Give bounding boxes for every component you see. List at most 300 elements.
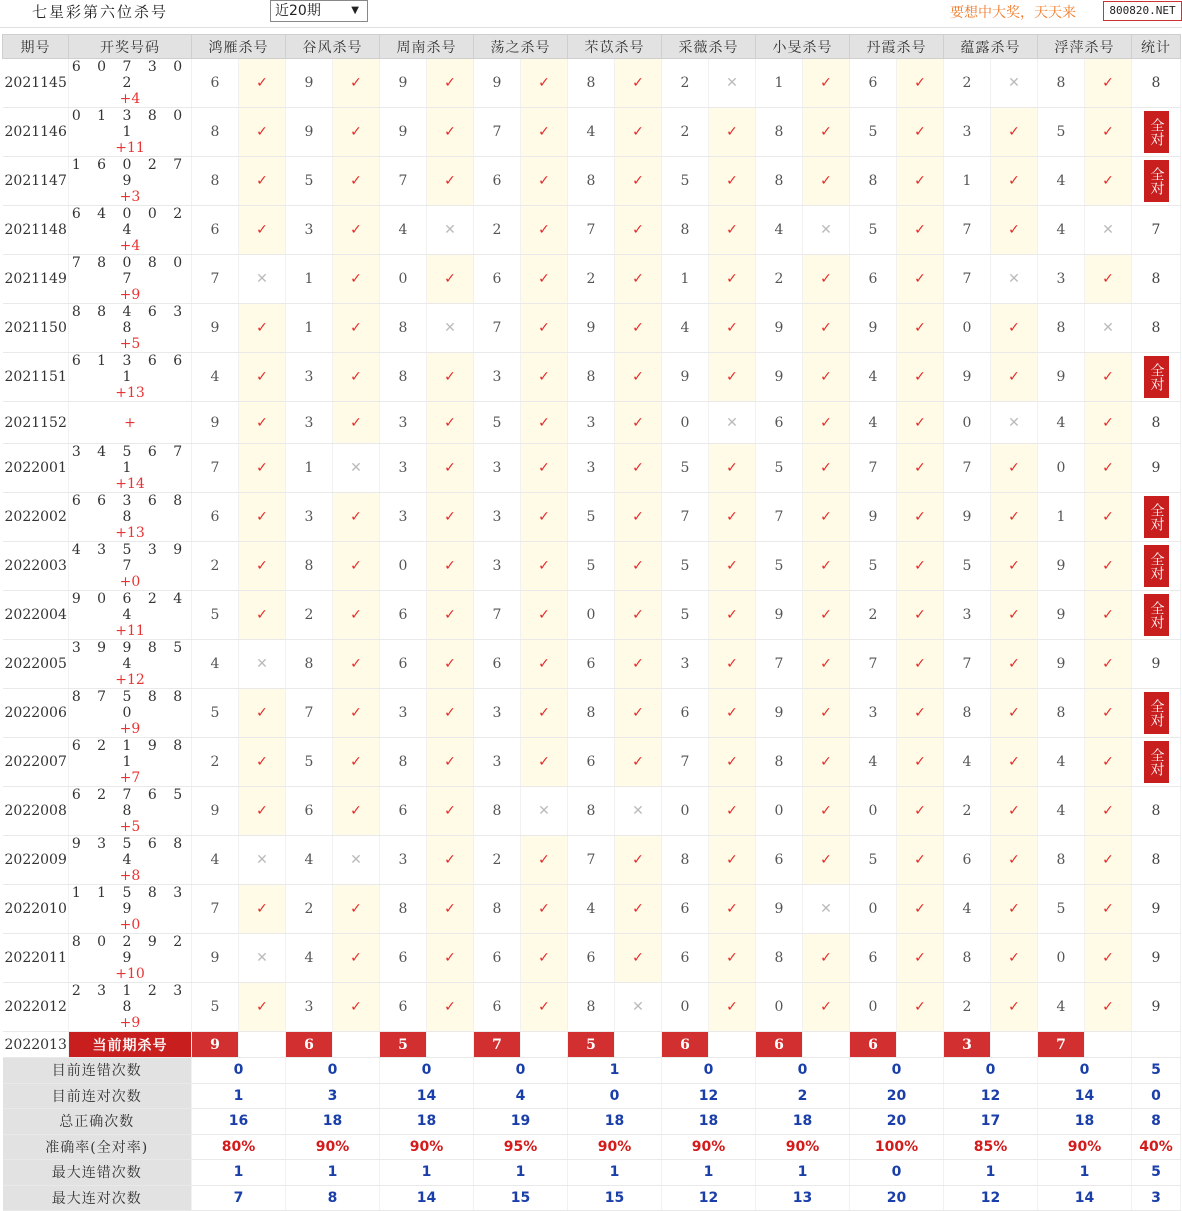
check-icon: ✓ — [239, 885, 286, 934]
check-icon: ✓ — [991, 689, 1038, 738]
draw-cell — [69, 157, 192, 206]
check-icon: ✓ — [615, 108, 662, 157]
draw-digits: 3 9 9 8 5 4 — [71, 640, 189, 672]
summary-value: 90% — [286, 1134, 380, 1160]
kill-number: 6 — [850, 934, 897, 983]
draw-digits: 1 1 5 8 3 9 — [71, 885, 189, 917]
check-icon: ✓ — [333, 689, 380, 738]
check-icon: ✓ — [521, 885, 568, 934]
current-kill-number: 7 — [474, 1032, 521, 1058]
kill-number: 6 — [474, 640, 521, 689]
kill-number: 8 — [380, 304, 427, 353]
col-header-expert[interactable]: 谷风杀号 — [286, 35, 380, 59]
check-icon: ✓ — [803, 787, 850, 836]
check-icon: ✓ — [239, 689, 286, 738]
table-row — [3, 157, 1181, 206]
check-icon: ✓ — [1085, 444, 1132, 493]
check-icon: ✓ — [709, 591, 756, 640]
kill-number: 9 — [1038, 353, 1085, 402]
check-icon: ✓ — [333, 787, 380, 836]
kill-number: 7 — [944, 640, 991, 689]
check-icon: ✓ — [333, 157, 380, 206]
draw-digits: 4 3 5 3 9 7 — [71, 542, 189, 574]
cross-icon: ✕ — [1085, 206, 1132, 255]
col-header-expert[interactable]: 周南杀号 — [380, 35, 474, 59]
kill-number: 8 — [568, 689, 615, 738]
summary-value: 1 — [192, 1083, 286, 1109]
kill-number: 0 — [944, 304, 991, 353]
check-icon: ✓ — [521, 59, 568, 108]
check-icon: ✓ — [427, 836, 474, 885]
kill-number: 7 — [944, 444, 991, 493]
col-header-expert[interactable]: 蕴露杀号 — [944, 35, 1038, 59]
kill-number: 5 — [850, 108, 897, 157]
check-icon: ✓ — [803, 353, 850, 402]
cross-icon: ✕ — [239, 255, 286, 304]
table-row — [3, 591, 1181, 640]
stat-cell: 8 — [1132, 304, 1181, 353]
check-icon: ✓ — [709, 983, 756, 1032]
kill-number: 6 — [474, 934, 521, 983]
check-icon: ✓ — [521, 591, 568, 640]
kill-number: 5 — [662, 157, 709, 206]
blank-cell — [709, 1032, 756, 1058]
check-icon: ✓ — [1085, 255, 1132, 304]
chevron-down-icon: ▼ — [351, 5, 359, 16]
draw-cell — [69, 542, 192, 591]
draw-sum: +5 — [119, 819, 141, 835]
summary-value: 14 — [1038, 1083, 1132, 1109]
kill-number: 3 — [474, 444, 521, 493]
summary-value: 17 — [944, 1109, 1038, 1135]
check-icon: ✓ — [1085, 885, 1132, 934]
check-icon: ✓ — [427, 640, 474, 689]
check-icon: ✓ — [521, 836, 568, 885]
draw-cell — [69, 493, 192, 542]
summary-value: 14 — [380, 1185, 474, 1211]
summary-label: 最大连对次数 — [3, 1185, 192, 1211]
kill-number: 0 — [1038, 934, 1085, 983]
period-cell: 2022011 — [3, 934, 69, 983]
current-kill-number: 7 — [1038, 1032, 1085, 1058]
col-header-expert[interactable]: 芣苡杀号 — [568, 35, 662, 59]
check-icon: ✓ — [803, 591, 850, 640]
blank-cell — [1132, 1032, 1181, 1058]
check-icon: ✓ — [615, 640, 662, 689]
kill-number: 1 — [286, 444, 333, 493]
summary-rows — [3, 1058, 1181, 1211]
summary-value: 3 — [286, 1083, 380, 1109]
check-icon: ✓ — [897, 206, 944, 255]
period-cell: 2022008 — [3, 787, 69, 836]
kill-number: 3 — [474, 493, 521, 542]
blank-cell — [1085, 1032, 1132, 1058]
check-icon: ✓ — [239, 108, 286, 157]
draw-cell — [69, 304, 192, 353]
check-icon: ✓ — [615, 59, 662, 108]
kill-number: 7 — [756, 493, 803, 542]
draw-cell — [69, 353, 192, 402]
col-header-expert[interactable]: 小旻杀号 — [756, 35, 850, 59]
check-icon: ✓ — [521, 255, 568, 304]
check-icon: ✓ — [1085, 402, 1132, 444]
all-right-badge: 全对 — [1144, 356, 1169, 398]
kill-number: 4 — [1038, 402, 1085, 444]
check-icon: ✓ — [333, 542, 380, 591]
kill-number: 6 — [380, 640, 427, 689]
check-icon: ✓ — [427, 402, 474, 444]
blank-cell — [427, 1032, 474, 1058]
summary-value: 0 — [1132, 1083, 1181, 1109]
summary-value: 1 — [568, 1058, 662, 1084]
kill-number: 9 — [1038, 591, 1085, 640]
cross-icon: ✕ — [1085, 304, 1132, 353]
draw-digits: 3 4 5 6 7 1 — [71, 444, 189, 476]
summary-value: 1 — [192, 1160, 286, 1186]
check-icon: ✓ — [803, 738, 850, 787]
cross-icon: ✕ — [991, 402, 1038, 444]
kill-number: 5 — [850, 542, 897, 591]
period-cell: 2022012 — [3, 983, 69, 1032]
summary-value: 18 — [662, 1109, 756, 1135]
cross-icon: ✕ — [239, 640, 286, 689]
kill-number: 5 — [850, 836, 897, 885]
kill-number: 1 — [286, 304, 333, 353]
kill-number: 6 — [380, 983, 427, 1032]
kill-number: 8 — [756, 738, 803, 787]
draw-sum: +0 — [119, 574, 141, 590]
kill-number: 6 — [474, 157, 521, 206]
period-cell: 2022004 — [3, 591, 69, 640]
check-icon: ✓ — [1085, 493, 1132, 542]
draw-cell — [69, 255, 192, 304]
all-right-badge: 全对 — [1144, 594, 1169, 636]
stat-cell — [1132, 542, 1181, 591]
check-icon: ✓ — [239, 444, 286, 493]
check-icon: ✓ — [991, 640, 1038, 689]
check-icon: ✓ — [521, 108, 568, 157]
check-icon: ✓ — [333, 738, 380, 787]
check-icon: ✓ — [333, 402, 380, 444]
check-icon: ✓ — [897, 836, 944, 885]
kill-number: 9 — [380, 108, 427, 157]
kill-number: 8 — [192, 157, 239, 206]
draw-cell — [69, 591, 192, 640]
draw-cell — [69, 787, 192, 836]
period-cell: 2021148 — [3, 206, 69, 255]
check-icon: ✓ — [1085, 157, 1132, 206]
kill-number: 3 — [286, 493, 333, 542]
period-select[interactable] — [270, 0, 368, 22]
draw-cell — [69, 983, 192, 1032]
check-icon: ✓ — [1085, 59, 1132, 108]
draw-cell — [69, 934, 192, 983]
kill-number: 5 — [1038, 885, 1085, 934]
kill-number: 4 — [850, 738, 897, 787]
check-icon: ✓ — [709, 738, 756, 787]
blank-cell — [239, 1032, 286, 1058]
kill-number: 6 — [850, 255, 897, 304]
kill-number: 3 — [380, 493, 427, 542]
kill-number: 2 — [944, 983, 991, 1032]
summary-value: 7 — [192, 1185, 286, 1211]
kill-number: 0 — [380, 542, 427, 591]
period-cell: 2022005 — [3, 640, 69, 689]
check-icon: ✓ — [991, 157, 1038, 206]
check-icon: ✓ — [521, 206, 568, 255]
kill-number: 4 — [286, 934, 333, 983]
kill-number: 5 — [474, 402, 521, 444]
check-icon: ✓ — [897, 444, 944, 493]
kill-number: 9 — [756, 304, 803, 353]
kill-number: 7 — [662, 493, 709, 542]
kill-number: 8 — [568, 157, 615, 206]
check-icon: ✓ — [521, 353, 568, 402]
col-header-expert[interactable]: 采薇杀号 — [662, 35, 756, 59]
summary-value: 16 — [192, 1109, 286, 1135]
kill-number: 7 — [286, 689, 333, 738]
kill-number: 6 — [380, 591, 427, 640]
table-row — [3, 640, 1181, 689]
kill-number: 5 — [662, 444, 709, 493]
kill-number: 8 — [850, 157, 897, 206]
kill-number: 8 — [1038, 689, 1085, 738]
kill-number: 6 — [662, 934, 709, 983]
draw-digits: 9 3 5 6 8 4 — [71, 836, 189, 868]
kill-number: 4 — [192, 640, 239, 689]
check-icon: ✓ — [897, 255, 944, 304]
kill-number: 9 — [756, 689, 803, 738]
col-header-expert[interactable]: 鸿雁杀号 — [192, 35, 286, 59]
cross-icon: ✕ — [521, 787, 568, 836]
kill-number: 8 — [286, 542, 333, 591]
period-select-value: 近20期 — [275, 3, 321, 19]
kill-number: 2 — [756, 255, 803, 304]
summary-value: 1 — [286, 1160, 380, 1186]
table-row — [3, 493, 1181, 542]
check-icon: ✓ — [427, 255, 474, 304]
kill-number: 3 — [944, 108, 991, 157]
kill-number: 4 — [1038, 157, 1085, 206]
summary-value: 0 — [944, 1058, 1038, 1084]
table-row — [3, 255, 1181, 304]
kill-number: 5 — [944, 542, 991, 591]
draw-sum: +13 — [115, 385, 145, 401]
summary-value: 15 — [474, 1185, 568, 1211]
kill-number: 7 — [568, 836, 615, 885]
summary-value: 0 — [474, 1058, 568, 1084]
kill-number: 2 — [192, 542, 239, 591]
kill-number: 4 — [1038, 738, 1085, 787]
table-row — [3, 59, 1181, 108]
check-icon: ✓ — [897, 304, 944, 353]
kill-number: 3 — [286, 983, 333, 1032]
current-kill-number: 9 — [192, 1032, 239, 1058]
col-header-expert[interactable]: 荡之杀号 — [474, 35, 568, 59]
kill-number: 6 — [568, 934, 615, 983]
kill-number: 0 — [1038, 444, 1085, 493]
kill-number: 2 — [662, 59, 709, 108]
col-header-expert[interactable]: 浮萍杀号 — [1038, 35, 1132, 59]
check-icon: ✓ — [615, 934, 662, 983]
summary-value: 90% — [1038, 1134, 1132, 1160]
kill-number: 6 — [474, 255, 521, 304]
kill-number: 7 — [850, 444, 897, 493]
kill-number: 4 — [1038, 206, 1085, 255]
kill-number: 7 — [192, 885, 239, 934]
check-icon: ✓ — [991, 493, 1038, 542]
kill-number: 0 — [662, 787, 709, 836]
kill-number: 5 — [662, 591, 709, 640]
period-cell: 2022007 — [3, 738, 69, 787]
col-header-expert[interactable]: 丹霞杀号 — [850, 35, 944, 59]
check-icon: ✓ — [709, 885, 756, 934]
check-icon: ✓ — [239, 591, 286, 640]
kill-number: 0 — [850, 885, 897, 934]
kill-number: 2 — [286, 591, 333, 640]
summary-value: 1 — [1038, 1160, 1132, 1186]
blank-cell — [803, 1032, 850, 1058]
cross-icon: ✕ — [615, 983, 662, 1032]
check-icon: ✓ — [521, 983, 568, 1032]
stat-cell — [1132, 689, 1181, 738]
kill-number: 4 — [568, 108, 615, 157]
kill-number: 5 — [756, 542, 803, 591]
check-icon: ✓ — [803, 402, 850, 444]
check-icon: ✓ — [991, 836, 1038, 885]
summary-value: 20 — [850, 1185, 944, 1211]
check-icon: ✓ — [1085, 542, 1132, 591]
summary-label: 目前连对次数 — [3, 1083, 192, 1109]
period-cell: 2021150 — [3, 304, 69, 353]
kill-number: 9 — [380, 59, 427, 108]
summary-value: 18 — [286, 1109, 380, 1135]
stat-cell: 8 — [1132, 836, 1181, 885]
kill-number: 6 — [192, 59, 239, 108]
summary-value: 8 — [1132, 1109, 1181, 1135]
current-label: 当前期杀号 — [69, 1032, 192, 1058]
check-icon: ✓ — [615, 157, 662, 206]
check-icon: ✓ — [615, 444, 662, 493]
table-row — [3, 934, 1181, 983]
cross-icon: ✕ — [615, 787, 662, 836]
stat-cell: 7 — [1132, 206, 1181, 255]
summary-value: 1 — [944, 1160, 1038, 1186]
kill-number: 8 — [380, 353, 427, 402]
draw-sum: + — [124, 414, 136, 431]
summary-value: 1 — [568, 1160, 662, 1186]
kill-number: 4 — [286, 836, 333, 885]
kill-number: 7 — [474, 591, 521, 640]
draw-digits: 6 2 1 9 8 1 — [71, 738, 189, 770]
kill-number: 6 — [662, 689, 709, 738]
check-icon: ✓ — [991, 983, 1038, 1032]
stat-cell: 8 — [1132, 255, 1181, 304]
check-icon: ✓ — [333, 934, 380, 983]
summary-value: 0 — [850, 1058, 944, 1084]
period-cell: 2021147 — [3, 157, 69, 206]
kill-number: 6 — [662, 885, 709, 934]
kill-number: 0 — [756, 787, 803, 836]
check-icon: ✓ — [333, 493, 380, 542]
draw-digits: 8 0 2 9 2 9 — [71, 934, 189, 966]
check-icon: ✓ — [991, 542, 1038, 591]
table-row — [3, 689, 1181, 738]
kill-number: 8 — [474, 885, 521, 934]
current-row — [3, 1032, 1181, 1058]
kill-number: 9 — [192, 934, 239, 983]
table-row — [3, 542, 1181, 591]
kill-number: 5 — [192, 591, 239, 640]
stat-cell: 9 — [1132, 983, 1181, 1032]
check-icon: ✓ — [991, 108, 1038, 157]
kill-number: 3 — [286, 206, 333, 255]
draw-sum: +11 — [115, 623, 145, 639]
draw-digits: 6 1 3 6 6 1 — [71, 353, 189, 385]
check-icon: ✓ — [991, 304, 1038, 353]
kill-number: 0 — [944, 402, 991, 444]
kill-number: 6 — [944, 836, 991, 885]
check-icon: ✓ — [897, 493, 944, 542]
check-icon: ✓ — [427, 738, 474, 787]
check-icon: ✓ — [521, 157, 568, 206]
kill-number: 9 — [192, 402, 239, 444]
current-period: 2022013 — [3, 1032, 69, 1058]
draw-sum: +12 — [115, 672, 145, 688]
page-title: 七星彩第六位杀号 — [32, 3, 169, 21]
site-badge[interactable]: 800820.NET — [1103, 1, 1182, 21]
summary-value: 8 — [286, 1185, 380, 1211]
kill-number: 7 — [756, 640, 803, 689]
kill-number: 3 — [286, 353, 333, 402]
kill-number: 9 — [286, 59, 333, 108]
cross-icon: ✕ — [709, 59, 756, 108]
kill-number: 9 — [1038, 542, 1085, 591]
check-icon: ✓ — [239, 787, 286, 836]
kill-number: 8 — [568, 59, 615, 108]
kill-number: 8 — [380, 885, 427, 934]
cross-icon: ✕ — [239, 934, 286, 983]
check-icon: ✓ — [1085, 836, 1132, 885]
table-row — [3, 787, 1181, 836]
check-icon: ✓ — [897, 108, 944, 157]
draw-cell — [69, 836, 192, 885]
check-icon: ✓ — [427, 983, 474, 1032]
check-icon: ✓ — [333, 206, 380, 255]
kill-number: 0 — [756, 983, 803, 1032]
promo-text[interactable]: 要想中大奖，天天来 — [950, 5, 1076, 21]
period-cell: 2022006 — [3, 689, 69, 738]
kill-number: 8 — [286, 640, 333, 689]
kill-number: 9 — [568, 304, 615, 353]
cross-icon: ✕ — [333, 836, 380, 885]
cross-icon: ✕ — [709, 402, 756, 444]
period-cell: 2021145 — [3, 59, 69, 108]
kill-number: 2 — [850, 591, 897, 640]
check-icon: ✓ — [803, 934, 850, 983]
draw-sum: +10 — [115, 966, 145, 982]
check-icon: ✓ — [803, 59, 850, 108]
check-icon: ✓ — [803, 157, 850, 206]
kill-number: 6 — [192, 206, 239, 255]
check-icon: ✓ — [615, 689, 662, 738]
summary-value: 0 — [192, 1058, 286, 1084]
summary-value: 18 — [568, 1109, 662, 1135]
check-icon: ✓ — [239, 59, 286, 108]
all-right-badge: 全对 — [1144, 111, 1169, 153]
all-right-badge: 全对 — [1144, 692, 1169, 734]
stat-cell — [1132, 493, 1181, 542]
